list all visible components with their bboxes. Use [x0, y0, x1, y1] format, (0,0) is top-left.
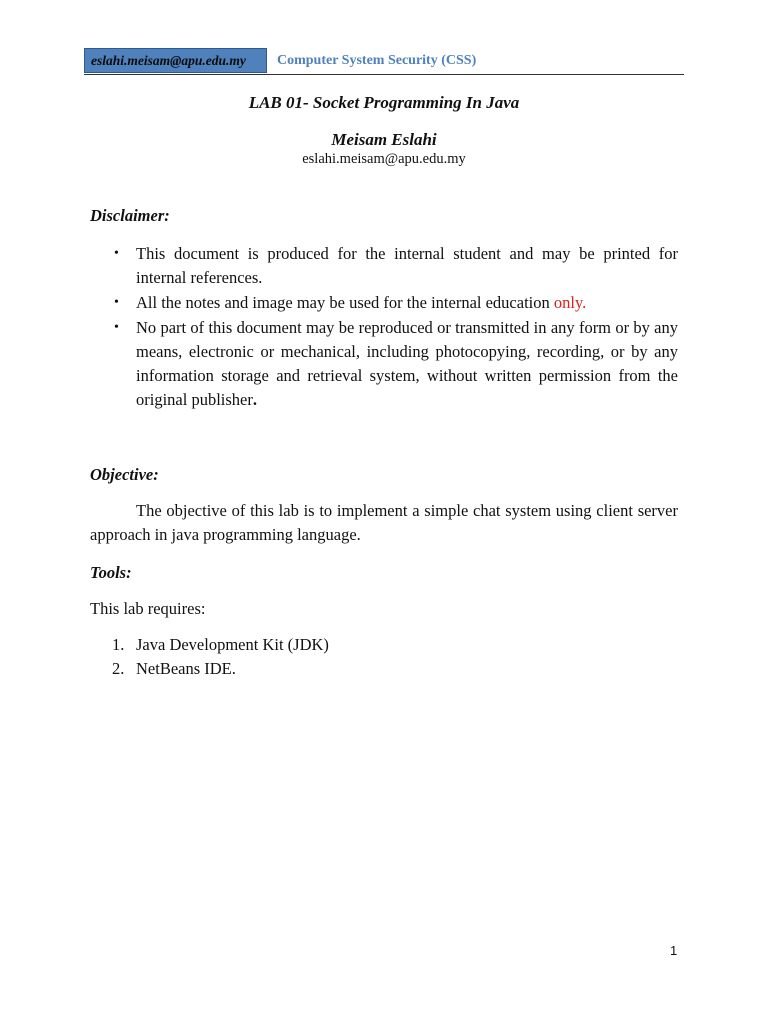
objective-text: The objective of this lab is to implement a simple chat system using client server approach in java programming language.: [90, 501, 678, 544]
tools-list: [90, 633, 678, 681]
objective-heading: Objective:: [90, 465, 159, 484]
disclaimer-item-text: This document is produced for the internal student and may be printed for internal references.: [136, 244, 678, 287]
tools-heading: Tools:: [90, 563, 132, 582]
header-course-title: Computer System Security (CSS): [277, 53, 477, 68]
author-email: eslahi.meisam@apu.edu.my: [302, 151, 466, 167]
tools-intro: This lab requires:: [90, 599, 206, 618]
list-item: [90, 633, 678, 657]
bold-period: .: [252, 390, 257, 409]
page-number: 1: [670, 943, 678, 958]
list-item: [90, 657, 678, 681]
document-title: LAB 01- Socket Programming In Java: [248, 93, 520, 112]
list-number: 1.: [112, 635, 125, 654]
disclaimer-list: [90, 242, 678, 413]
list-number: 2.: [112, 659, 125, 678]
tool-text: Java Development Kit (JDK): [136, 635, 329, 654]
page-header: [84, 48, 684, 75]
author-name: Meisam Eslahi: [331, 130, 437, 149]
list-item: [90, 242, 678, 290]
list-item: [90, 316, 678, 412]
tool-text: NetBeans IDE.: [136, 659, 236, 678]
list-item: [90, 291, 678, 315]
header-email: eslahi.meisam@apu.edu.my: [84, 48, 267, 73]
disclaimer-item-text: No part of this document may be reproduced or transmitted in any form or by any means, electronic or mechanical, including photocopying, recording, or by any information storage and retrieval system, without written permission from the original publisher: [136, 318, 678, 409]
disclaimer-item-text: All the notes and image may be used for the internal education: [136, 293, 554, 312]
disclaimer-heading: Disclaimer:: [90, 206, 170, 225]
highlight-only: only.: [553, 293, 587, 312]
